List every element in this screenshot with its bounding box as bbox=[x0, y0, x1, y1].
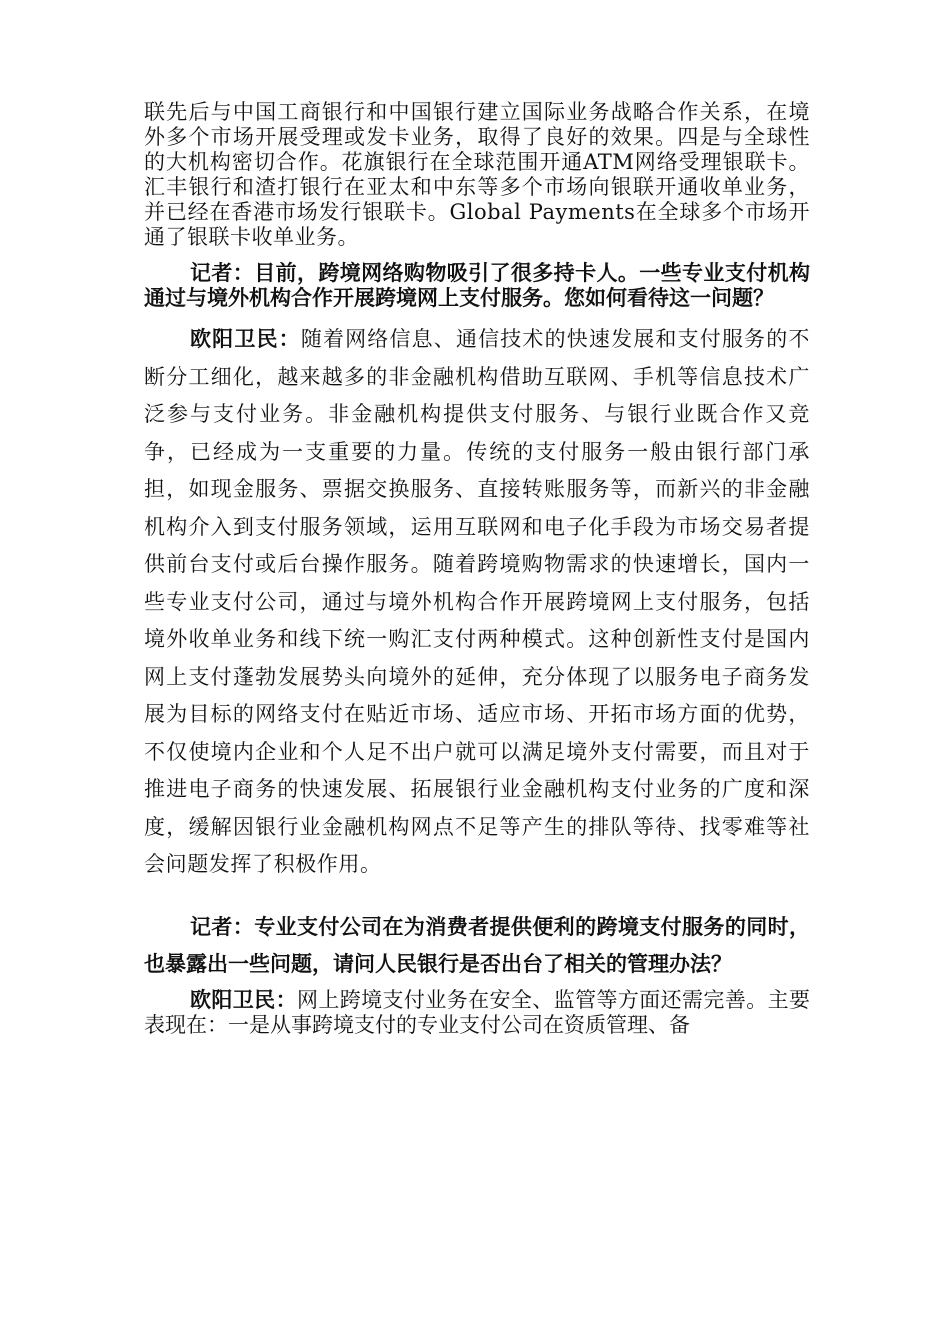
question-speaker-label: 记者： bbox=[190, 260, 255, 285]
question-text: 目前，跨境网络购物吸引了很多持卡人。一些专业支付机构通过与境外机构合作开展跨境网上支付服务。您如何看待这一问题？ bbox=[144, 260, 811, 310]
answer-speaker-label: 欧阳卫民： bbox=[190, 326, 301, 351]
interview-question bbox=[144, 908, 810, 983]
interview-answer bbox=[144, 320, 810, 884]
answer-speaker-label: 欧阳卫民： bbox=[190, 986, 297, 1012]
answer-text: 网上跨境支付业务在安全、监管等方面还需完善。主要表现在：一是从事跨境支付的专业支付公司在资质管理、备 bbox=[144, 987, 811, 1037]
answer-text: 随着网络信息、通信技术的快速发展和支付服务的不断分工细化，越来越多的非金融机构借助互联网、手机等信息技术广泛参与支付业务。非金融机构提供支付服务、与银行业既合作又竞争，已经成为一支重要的力量。传统的支付服务一般由银行部门承担，如现金服务、票据交换服务、直接转账服务等，而新兴的非金融机构介入到支付服务领域，运用互联网和电子化手段为市场交易者提供前台支付或后台操作服务。随着跨境购物需求的快速增长，国内一些专业支付公司，通过与境外机构合作开展跨境网上支付服务，包括境外收单业务和线下统一购汇支付两种模式。这种创新性支付是国内网上支付蓬勃发展势头向境外的延伸，充分体现了以服务电子商务发展为目标的网络支付在贴近市场、适应市场、开拓市场方面的优势，不仅使境内企业和个人足不出户就可以满足境外支付需要，而且对于推进电子商务的快速发展、拓展银行业金融机构支付业务的广度和深度，缓解因银行业金融机构网点不足等产生的排队等待、找零难等社会问题发挥了积极作用。 bbox=[144, 327, 810, 876]
document-page bbox=[144, 100, 810, 1038]
body-paragraph: 联先后与中国工商银行和中国银行建立国际业务战略合作关系，在境外多个市场开展受理或发卡业务，取得了良好的效果。四是与全球性的大机构密切合作。花旗银行在全球范围开通ATM网络受理银联卡。汇丰银行和渣打银行在亚太和中东等多个市场向银联开通收单业务，并已经在香港市场发行银联卡。Global Payments在全球多个市场开通了银联卡收单业务。 bbox=[144, 100, 810, 249]
question-text: 专业支付公司在为消费者提供便利的跨境支付服务的同时，也暴露出一些问题，请问人民银行是否出台了相关的管理办法？ bbox=[144, 913, 811, 976]
interview-answer bbox=[144, 987, 810, 1038]
interview-question bbox=[144, 260, 810, 310]
question-speaker-label: 记者： bbox=[190, 913, 255, 939]
